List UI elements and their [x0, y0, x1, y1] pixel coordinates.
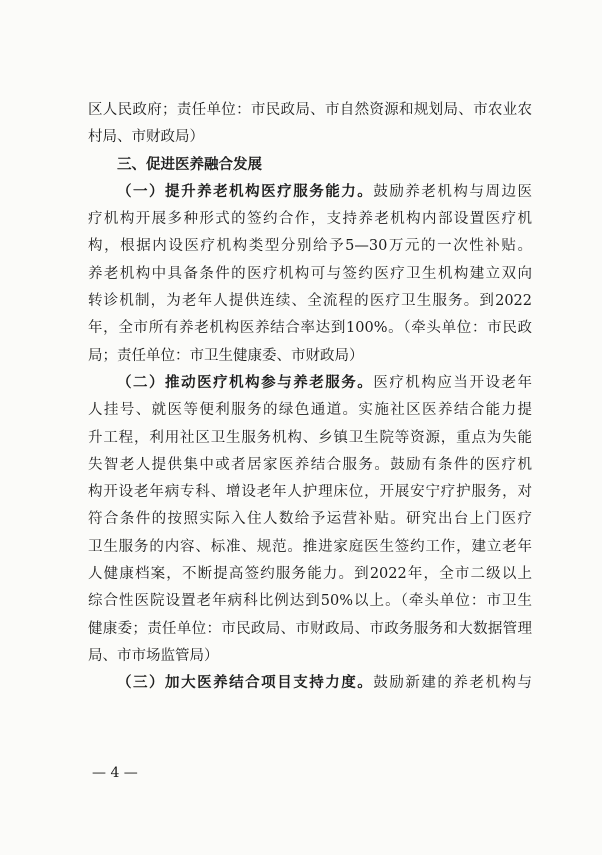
paragraph-2-line: 卫生服务的内容、标准、规范。推进家庭医生签约工作，建立老年: [88, 538, 532, 555]
paragraph-2-line: 人健康档案，不断提高签约服务能力。到2022年，全市二级以上: [88, 566, 532, 583]
paragraph-2-line: 人挂号、就医等便利服务的绿色通道。实施社区医养结合能力提: [88, 402, 532, 419]
paragraph-1-line: 疗机构开展多种形式的签约合作，支持养老机构内部设置医疗机: [88, 211, 532, 228]
carryover-line-1: 区人民政府；责任单位：市民政局、市自然资源和规划局、市农业农: [88, 102, 532, 118]
paragraph-1-first-rest: 鼓励养老机构与周边医: [373, 183, 532, 200]
paragraph-3-first-line: [88, 670, 532, 697]
paragraph-2-line: 构开设老年病专科、增设老年人护理床位，开展安宁疗护服务，对: [88, 484, 532, 501]
paragraph-1-lead: （一）提升养老机构医疗服务能力。: [117, 183, 374, 200]
paragraph-2-lead: （二）推动医疗机构参与养老服务。: [117, 374, 374, 391]
paragraph-1-line: 构，根据内设医疗机构类型分别给予5—30万元的一次性补贴。: [88, 238, 532, 255]
page-number: — 4 —: [92, 765, 138, 781]
carryover-line-2: 村局、市财政局）: [88, 129, 204, 146]
paragraph-1-line: 局；责任单位：市卫生健康委、市财政局）: [88, 347, 364, 364]
paragraph-2-line: 综合性医院设置老年病科比例达到50%以上。（牵头单位：市卫生: [88, 593, 532, 610]
paragraph-2-line: 失智老人提供集中或者居家医养结合服务。鼓励有条件的医疗机: [88, 456, 532, 473]
paragraph-1-first-line: [88, 179, 532, 206]
section-heading: 三、促进医养融合发展: [117, 156, 262, 173]
paragraph-2-line: 局、市市场监管局）: [88, 647, 219, 664]
paragraph-2-first-line: [88, 370, 532, 397]
paragraph-2-line: 符合条件的按照实际入住人数给予运营补贴。研究出台上门医疗: [88, 511, 532, 528]
paragraph-2-first-rest: 医疗机构应当开设老年: [373, 374, 532, 391]
paragraph-3-first-rest: 鼓励新建的养老机构与: [373, 675, 532, 692]
paragraph-3-lead: （三）加大医养结合项目支持力度。: [117, 675, 374, 692]
paragraph-2-line: 健康委；责任单位：市民政局、市财政局、市政务服务和大数据管理: [88, 620, 532, 637]
paragraph-1-line: 年，全市所有养老机构医养结合率达到100%。（牵头单位：市民政: [88, 320, 532, 337]
paragraph-1-line: 转诊机制，为老年人提供连续、全流程的医疗卫生服务。到2022: [88, 293, 532, 310]
paragraph-1-line: 养老机构中具备条件的医疗机构可与签约医疗卫生机构建立双向: [88, 265, 532, 282]
paragraph-2-line: 升工程，利用社区卫生服务机构、乡镇卫生院等资源，重点为失能: [88, 429, 532, 446]
